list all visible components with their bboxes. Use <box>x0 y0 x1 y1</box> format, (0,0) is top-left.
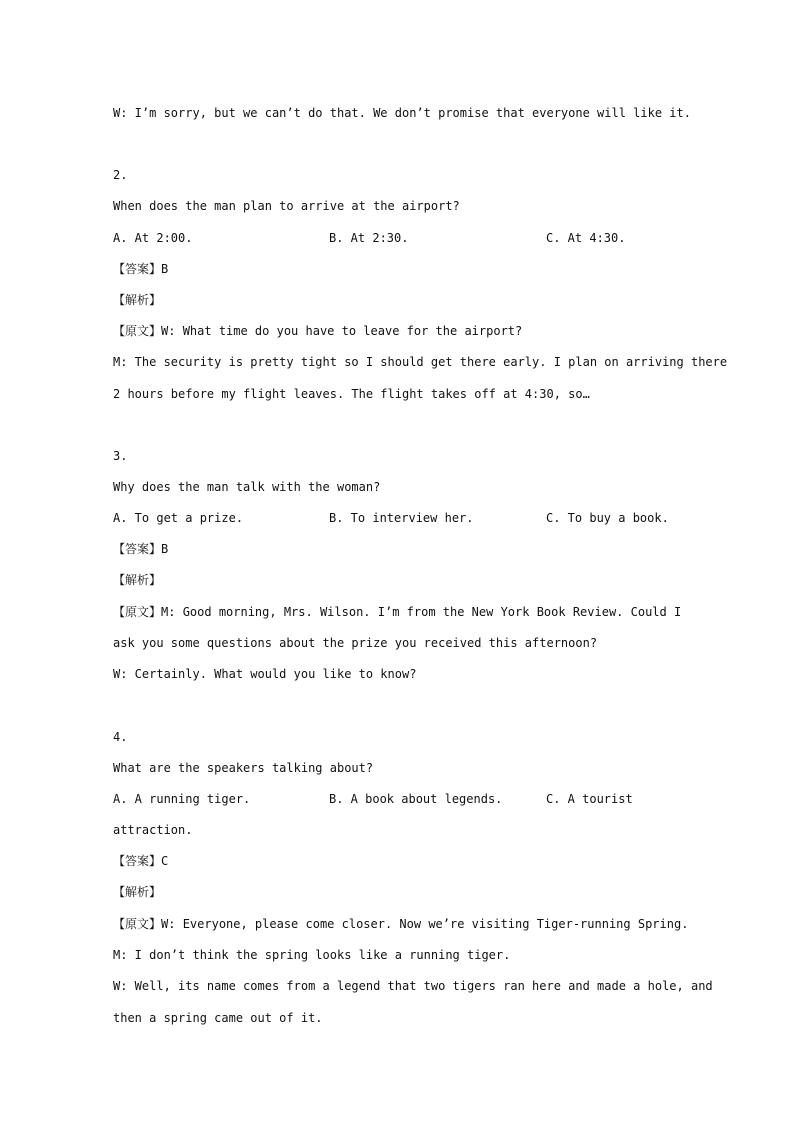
transcript-line: 2 hours before my flight leaves. The flight takes off at 4:30, so… <box>113 387 590 401</box>
option-b: B. A book about legends. <box>329 792 503 806</box>
transcript-line: M: I don’t think the spring looks like a running tiger. <box>113 948 511 962</box>
transcript-line <box>113 323 522 339</box>
transcript-line: W: Certainly. What would you like to know? <box>113 667 417 681</box>
transcript-line: ask you some questions about the prize you received this afternoon? <box>113 636 598 650</box>
source-tag: 【原文】 <box>113 324 162 338</box>
intro-line: W: I’m sorry, but we can’t do that. We don’t promise that everyone will like it. <box>113 106 691 120</box>
question-number: 2. <box>113 168 128 182</box>
options-row <box>113 510 713 526</box>
transcript-line: then a spring came out of it. <box>113 1011 323 1025</box>
transcript-line: M: The security is pretty tight so I should get there early. I plan on arriving there <box>113 355 728 369</box>
options-row <box>113 230 713 246</box>
transcript-line <box>113 604 681 620</box>
answer-line <box>113 853 168 869</box>
question-text: When does the man plan to arrive at the airport? <box>113 199 460 213</box>
transcript-line: W: Well, its name comes from a legend that two tigers ran here and made a hole, and <box>113 979 713 993</box>
analysis-line <box>113 572 161 588</box>
transcript-text: M: Good morning, Mrs. Wilson. I’m from the New York Book Review. Could I <box>161 605 682 619</box>
answer-value: B <box>161 542 169 556</box>
answer-tag: 【答案】 <box>113 262 162 276</box>
option-b: B. To interview her. <box>329 511 474 525</box>
question-text: Why does the man talk with the woman? <box>113 480 381 494</box>
answer-value: B <box>161 262 169 276</box>
question-number: 3. <box>113 449 128 463</box>
analysis-tag: 【解析】 <box>113 293 162 307</box>
source-tag: 【原文】 <box>113 917 162 931</box>
option-a: A. At 2:00. <box>113 231 193 245</box>
analysis-line <box>113 292 161 308</box>
option-c: C. A tourist <box>546 792 633 806</box>
analysis-line <box>113 884 161 900</box>
analysis-tag: 【解析】 <box>113 573 162 587</box>
source-tag: 【原文】 <box>113 605 162 619</box>
option-c: C. To buy a book. <box>546 511 669 525</box>
analysis-tag: 【解析】 <box>113 885 162 899</box>
option-a: A. To get a prize. <box>113 511 244 525</box>
option-a: A. A running tiger. <box>113 792 251 806</box>
answer-line <box>113 261 168 277</box>
option-c: C. At 4:30. <box>546 231 626 245</box>
question-number: 4. <box>113 730 128 744</box>
answer-line <box>113 541 168 557</box>
answer-value: C <box>161 854 169 868</box>
transcript-line <box>113 916 688 932</box>
answer-tag: 【答案】 <box>113 542 162 556</box>
transcript-text: W: What time do you have to leave for the airport? <box>161 324 523 338</box>
option-b: B. At 2:30. <box>329 231 409 245</box>
options-row <box>113 791 713 807</box>
transcript-text: W: Everyone, please come closer. Now we’re visiting Tiger-running Spring. <box>161 917 689 931</box>
answer-tag: 【答案】 <box>113 854 162 868</box>
option-continuation: attraction. <box>113 823 193 837</box>
question-text: What are the speakers talking about? <box>113 761 374 775</box>
